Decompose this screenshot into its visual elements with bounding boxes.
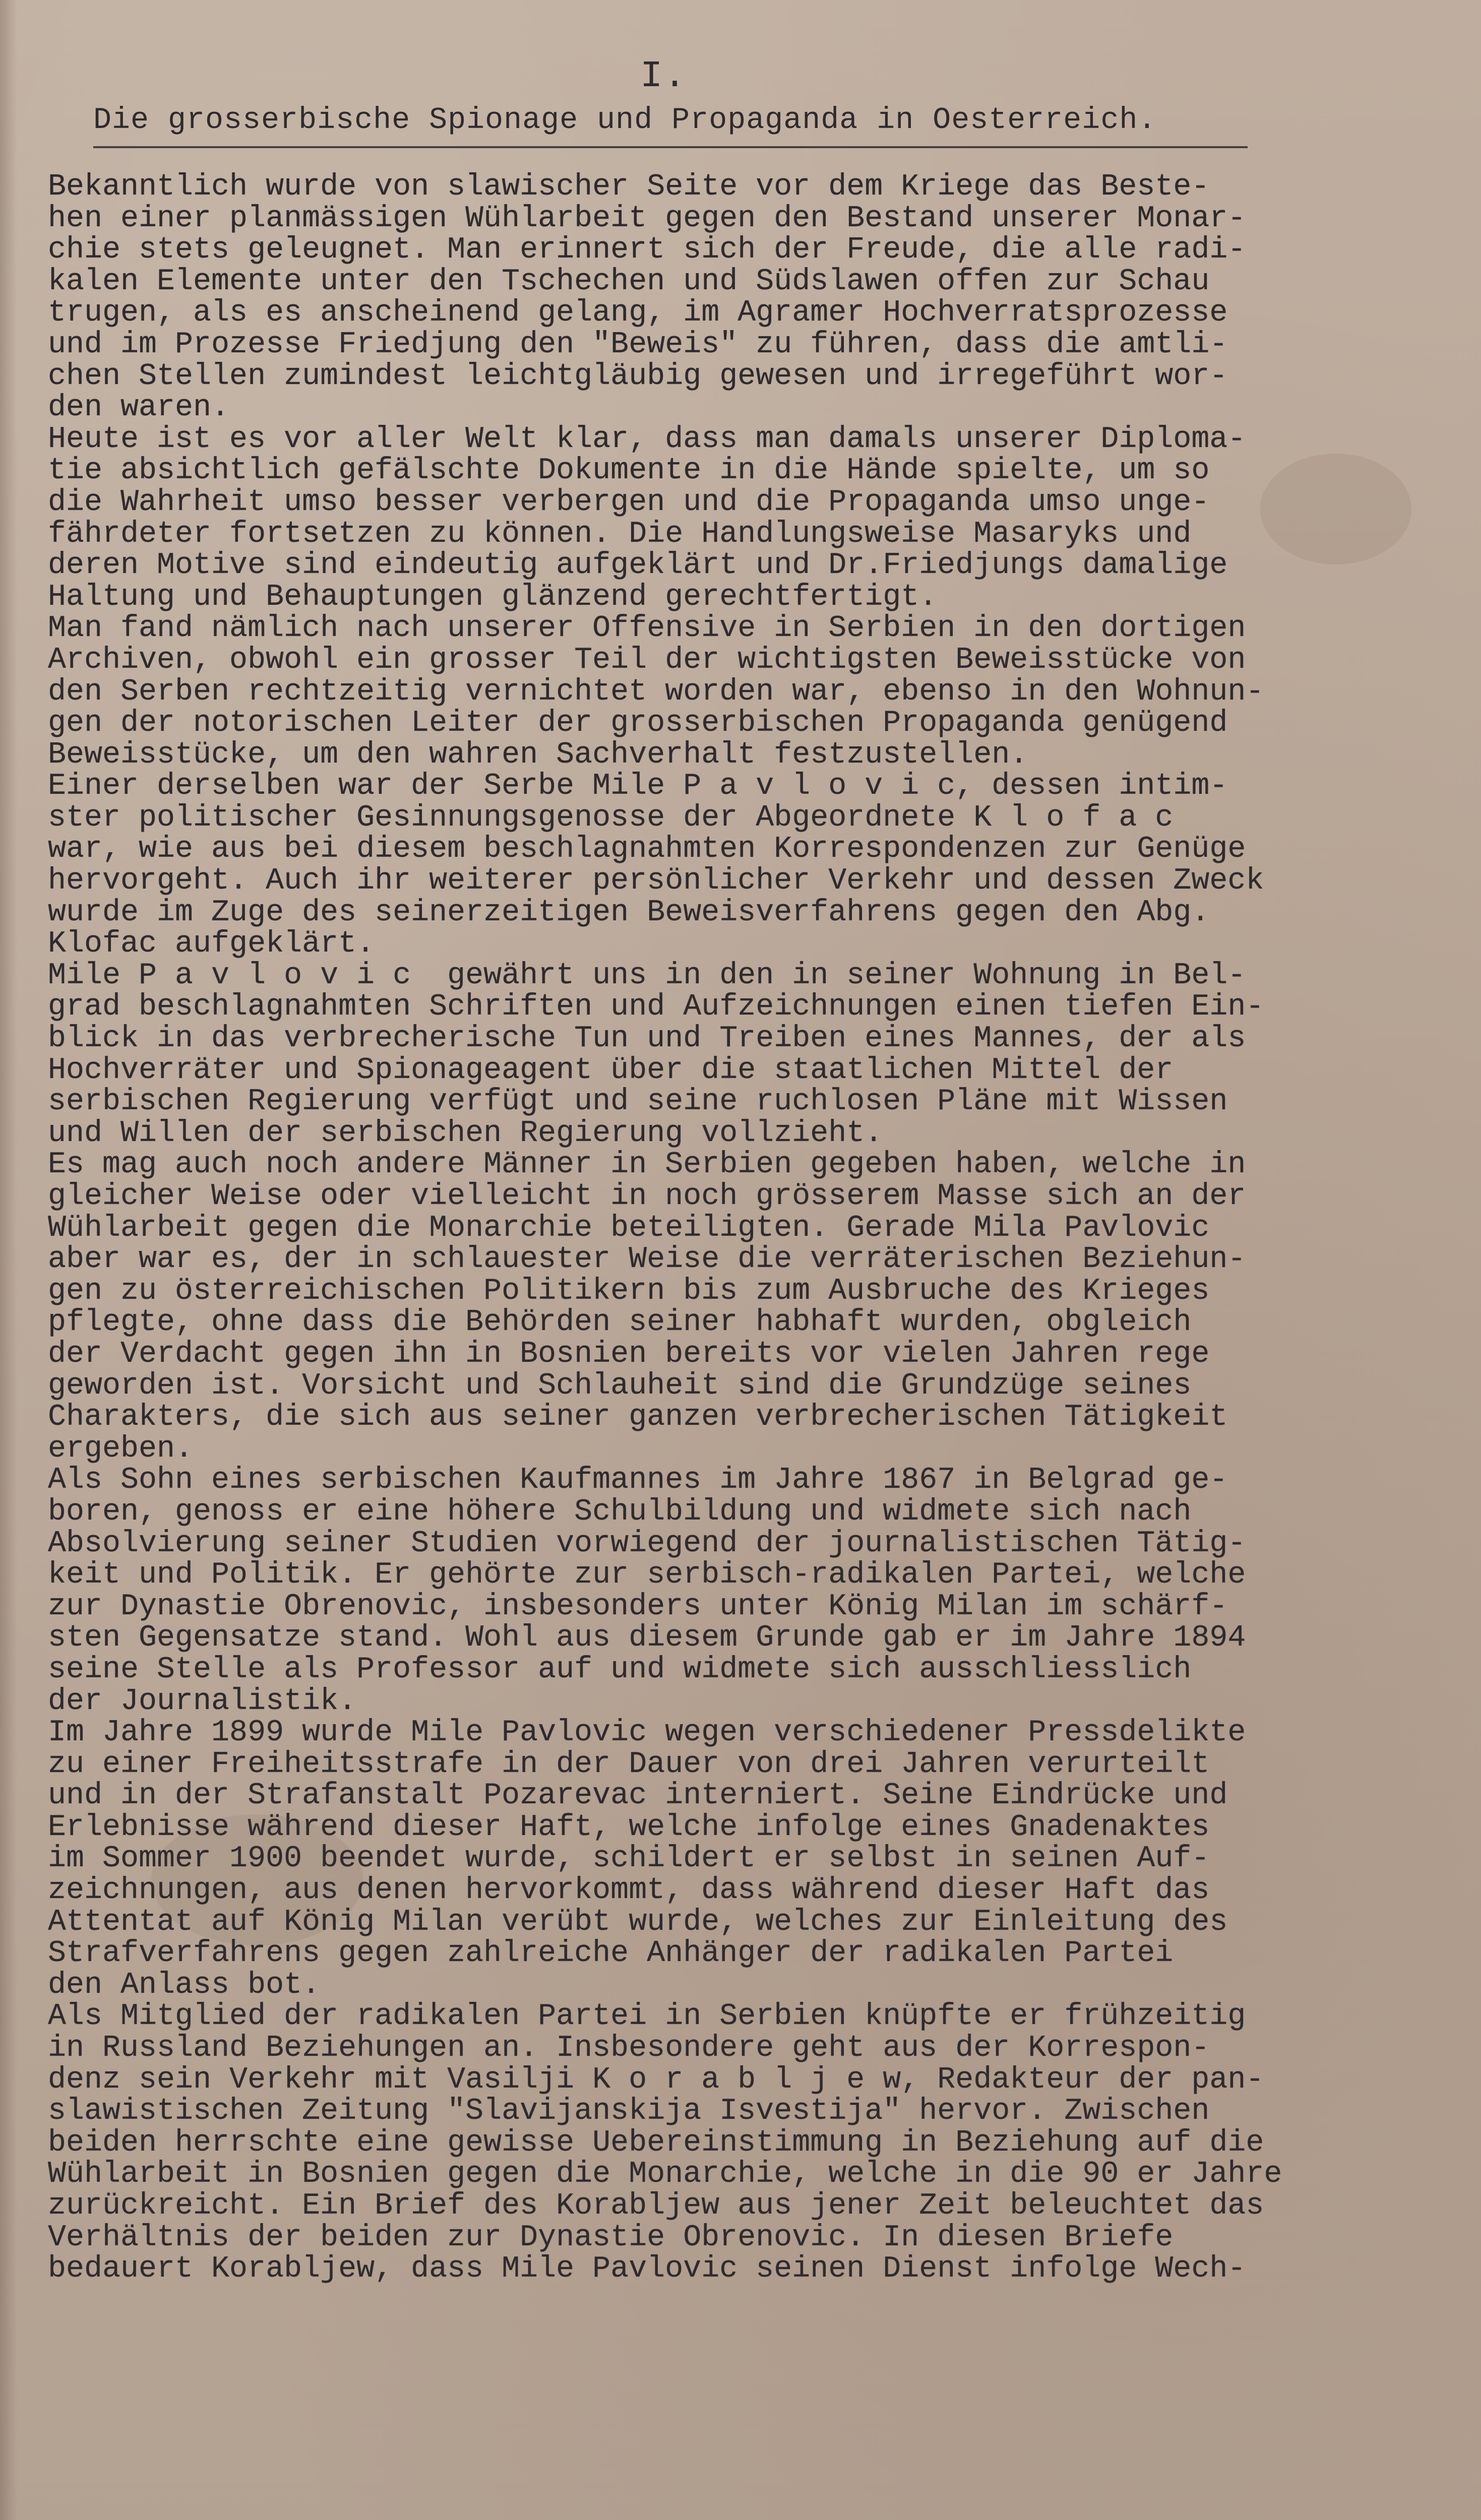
text-line: tie absichtlich gefälschte Dokumente in die Hände spielte, um so xyxy=(48,454,1210,488)
text-line: ergeben. xyxy=(48,1431,194,1466)
text-line: chie stets geleugnet. Man erinnert sich der Freude, die alle radi- xyxy=(48,233,1246,268)
text-line: hen einer planmässigen Wühlarbeit gegen den Bestand unserer Monar- xyxy=(48,201,1246,236)
text-line: im Sommer 1900 beendet wurde, schildert er selbst in seinen Auf- xyxy=(48,1842,1210,1876)
text-line: beiden herrschte eine gewisse Uebereinstimmung in Beziehung auf die xyxy=(48,2125,1264,2160)
text-line: war, wie aus bei diesem beschlagnahmten Korrespondenzen zur Genüge xyxy=(48,832,1246,867)
text-line: Archiven, obwohl ein grosser Teil der wichtigsten Beweisstücke von xyxy=(48,643,1246,677)
text-line: den Anlass bot. xyxy=(48,1968,321,2002)
text-line: deren Motive sind eindeutig aufgeklärt und Dr.Friedjungs damalige xyxy=(48,548,1228,583)
text-line: zurückreicht. Ein Brief des Korabljew aus jener Zeit beleuchtet das xyxy=(48,2189,1264,2223)
text-line: gen zu österreichischen Politikern bis zum Ausbruche des Krieges xyxy=(48,1274,1210,1308)
text-line: grad beschlagnahmten Schriften und Aufzeichnungen einen tiefen Ein- xyxy=(48,990,1264,1025)
text-line: und in der Strafanstalt Pozarevac interniert. Seine Eindrücke und xyxy=(48,1779,1228,1813)
text-line: Charakters, die sich aus seiner ganzen verbrecherischen Tätigkeit xyxy=(48,1400,1228,1435)
text-line: fährdeter fortsetzen zu können. Die Handlungsweise Masaryks und xyxy=(48,517,1192,551)
text-line: Einer derselben war der Serbe Mile P a v l o v i c, dessen intim- xyxy=(48,769,1228,804)
text-line: gen der notorischen Leiter der grosserbischen Propaganda genügend xyxy=(48,706,1228,741)
title-underline xyxy=(93,146,1248,148)
text-line: geworden ist. Vorsicht und Schlauheit sind die Grundzüge seines xyxy=(48,1368,1192,1403)
text-line: Wühlarbeit gegen die Monarchie beteiligten. Gerade Mila Pavlovic xyxy=(48,1211,1210,1245)
text-line: blick in das verbrecherische Tun und Treiben eines Mannes, der als xyxy=(48,1022,1246,1056)
text-line: Mile P a v l o v i c gewährt uns in den in seiner Wohnung in Bel- xyxy=(48,958,1246,993)
text-line: in Russland Beziehungen an. Insbesondere geht aus der Korrespon- xyxy=(48,2031,1210,2066)
text-line: der Verdacht gegen ihn in Bosnien bereits vor vielen Jahren rege xyxy=(48,1337,1210,1371)
text-line: trugen, als es anscheinend gelang, im Agramer Hochverratsprozesse xyxy=(48,296,1228,331)
text-line: Beweisstücke, um den wahren Sachverhalt festzustellen. xyxy=(48,737,1028,772)
text-line: Haltung und Behauptungen glänzend gerechtfertigt. xyxy=(48,580,938,614)
text-line: den waren. xyxy=(48,391,230,425)
text-line: Man fand nämlich nach unserer Offensive in Serbien in den dortigen xyxy=(48,611,1246,646)
text-line: ster politischer Gesinnungsgenosse der Abgeordnete K l o f a c xyxy=(48,800,1174,835)
typewritten-body xyxy=(48,171,1419,2285)
text-line: Im Jahre 1899 wurde Mile Pavlovic wegen verschiedener Pressdelikte xyxy=(48,1716,1246,1750)
text-line: Als Mitglied der radikalen Partei in Serbien knüpfte er frühzeitig xyxy=(48,1999,1246,2034)
text-line: Wühlarbeit in Bosnien gegen die Monarchie, welche in die 90 er Jahre xyxy=(48,2157,1282,2192)
text-line: Es mag auch noch andere Männer in Serbien gegeben haben, welche in xyxy=(48,1148,1246,1182)
text-line: Strafverfahrens gegen zahlreiche Anhänger der radikalen Partei xyxy=(48,1936,1174,1971)
text-line: denz sein Verkehr mit Vasilji K o r a b l j e w, Redakteur der pan- xyxy=(48,2062,1264,2097)
text-line: keit und Politik. Er gehörte zur serbisch-radikalen Partei, welche xyxy=(48,1558,1246,1593)
text-line: hervorgeht. Auch ihr weiterer persönlicher Verkehr und dessen Zweck xyxy=(48,864,1264,899)
text-line: zeichnungen, aus denen hervorkommt, dass während dieser Haft das xyxy=(48,1873,1210,1908)
text-line: Als Sohn eines serbischen Kaufmannes im Jahre 1867 in Belgrad ge- xyxy=(48,1463,1228,1498)
text-line: aber war es, der in schlauester Weise die verräterischen Beziehun- xyxy=(48,1242,1246,1277)
text-line: Hochverräter und Spionageagent über die staatlichen Mittel der xyxy=(48,1053,1174,1088)
text-line: und im Prozesse Friedjung den "Beweis" zu führen, dass die amtli- xyxy=(48,327,1228,362)
text-line: gleicher Weise oder vielleicht in noch grösserem Masse sich an der xyxy=(48,1179,1246,1214)
text-line: slawistischen Zeitung "Slavijanskija Isvestija" hervor. Zwischen xyxy=(48,2094,1210,2129)
text-line: und Willen der serbischen Regierung vollzieht. xyxy=(48,1116,883,1151)
text-line: pflegte, ohne dass die Behörden seiner habhaft wurden, obgleich xyxy=(48,1305,1192,1340)
text-line: Heute ist es vor aller Welt klar, dass man damals unserer Diploma- xyxy=(48,422,1246,457)
section-title: Die grosserbische Spionage und Propaganda in Oesterreich. xyxy=(93,103,1157,138)
text-line: bedauert Korabljew, dass Mile Pavlovic seinen Dienst infolge Wech- xyxy=(48,2252,1246,2287)
text-line: Verhältnis der beiden zur Dynastie Obrenovic. In diesen Briefe xyxy=(48,2220,1174,2255)
section-number: I. xyxy=(640,55,687,98)
text-line: zur Dynastie Obrenovic, insbesonders unter König Milan im schärf- xyxy=(48,1589,1228,1624)
text-line: Klofac aufgeklärt. xyxy=(48,927,375,962)
text-line: chen Stellen zumindest leichtgläubig gewesen und irregeführt wor- xyxy=(48,359,1228,394)
text-line: zu einer Freiheitsstrafe in der Dauer von drei Jahren verurteilt xyxy=(48,1747,1210,1782)
text-line: die Wahrheit umso besser verbergen und die Propaganda umso unge- xyxy=(48,485,1210,520)
text-line: boren, genoss er eine höhere Schulbildung und widmete sich nach xyxy=(48,1494,1192,1529)
text-line: der Journalistik. xyxy=(48,1684,357,1719)
text-line: serbischen Regierung verfügt und seine ruchlosen Pläne mit Wissen xyxy=(48,1085,1228,1119)
text-line: sten Gegensatze stand. Wohl aus diesem Grunde gab er im Jahre 1894 xyxy=(48,1621,1246,1656)
text-line: wurde im Zuge des seinerzeitigen Beweisverfahrens gegen den Abg. xyxy=(48,895,1210,930)
text-line: Attentat auf König Milan verübt wurde, welches zur Einleitung des xyxy=(48,1905,1228,1939)
page-edge-shadow xyxy=(0,0,17,2520)
text-line: kalen Elemente unter den Tschechen und Südslawen offen zur Schau xyxy=(48,264,1210,299)
text-line: den Serben rechtzeitig vernichtet worden war, ebenso in den Wohnun- xyxy=(48,674,1264,709)
text-line: Absolvierung seiner Studien vorwiegend der journalistischen Tätig- xyxy=(48,1526,1246,1561)
text-line: Bekanntlich wurde von slawischer Seite vor dem Kriege das Beste- xyxy=(48,170,1210,204)
text-line: seine Stelle als Professor auf und widmete sich ausschliesslich xyxy=(48,1652,1192,1687)
text-line: Erlebnisse während dieser Haft, welche infolge eines Gnadenaktes xyxy=(48,1810,1210,1845)
